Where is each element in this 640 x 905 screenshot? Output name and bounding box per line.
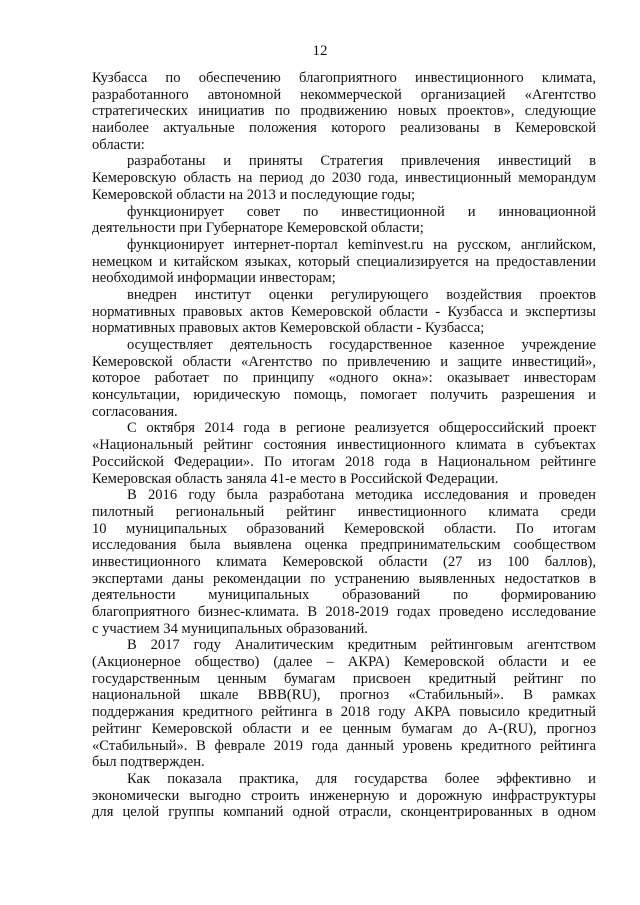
- text-line: деятельности при Губернаторе Кемеровской области;: [92, 220, 424, 237]
- text-line: консультации, юридическую помощь, помогает получить разрешения и: [92, 387, 596, 404]
- text-line: Российской Федерации». По итогам 2018 года в Национальном рейтинге: [92, 453, 596, 470]
- text-line: государственным ценным бумагам присвоен кредитный рейтинг по: [92, 670, 596, 687]
- text-line: Кузбасса по обеспечению благоприятного инвестиционного климата,: [92, 70, 596, 86]
- text-line: с участием 34 муниципальных образований.: [92, 620, 368, 637]
- text-line: функционирует совет по инвестиционной и инновационной: [127, 203, 596, 220]
- text-line: инвестиционного климата Кемеровской области (27 из 100 баллов),: [92, 553, 596, 570]
- text-line: поддержания кредитного рейтинга в 2018 году АКРА повысило кредитный: [92, 704, 596, 721]
- text-line: функционирует интернет-портал keminvest.ru на русском, английском,: [127, 236, 596, 253]
- page-number: 12: [312, 43, 328, 59]
- text-line: Кемеровской области «Агентство по привлечению и защите инвестиций»,: [92, 353, 596, 370]
- text-line: необходимой информации инвесторам;: [92, 270, 336, 287]
- text-line: пилотный региональный рейтинг инвестиционного климата среди: [92, 503, 596, 520]
- text-line: 10 муниципальных образований Кемеровской области. По итогам: [92, 520, 596, 537]
- text-line: рейтинг Кемеровской области и ее ценным бумагам до A-(RU), прогноз: [92, 720, 596, 737]
- text-line: исследования была выявлена оценка предпринимательским сообществом: [92, 537, 596, 554]
- text-line: Кемеровскую область на период до 2030 года, инвестиционный меморандум: [92, 170, 596, 187]
- text-line: (Акционерное общество) (далее – АКРА) Кемеровской области и ее: [92, 654, 596, 671]
- text-line: В 2017 году Аналитическим кредитным рейтинговым агентством: [127, 637, 596, 654]
- text-line: немецком и китайском языках, который специализируется на предоставлении: [92, 253, 596, 270]
- text-line: деятельности муниципальных образований по формированию: [92, 587, 596, 604]
- text-line: Кемеровской области на 2013 и последующие годы;: [92, 186, 416, 203]
- text-line: осуществляет деятельность государственное казенное учреждение: [127, 337, 596, 353]
- text-line: разработаны и приняты Стратегия привлечения инвестиций в: [127, 153, 596, 170]
- text-line: благоприятного бизнес-климата. В 2018-2019 годах проведено исследование: [92, 604, 596, 620]
- text-line: согласования.: [92, 403, 178, 420]
- text-line: экономически выгодно строить инженерную и дорожную инфраструктуры: [92, 787, 596, 804]
- text-line: Кемеровская область заняла 41-е место в Российской Федерации.: [92, 470, 499, 487]
- text-line: разработанного автономной некоммерческой организацией «Агентство: [92, 86, 596, 103]
- text-line: нормативных правовых актов Кемеровской области - Кузбасса;: [92, 320, 485, 337]
- text-line: В 2016 году была разработана методика исследования и проведен: [127, 487, 596, 504]
- text-line: национальной шкале BBB(RU), прогноз «Стабильный». В рамках: [92, 687, 596, 704]
- text-line: С октября 2014 года в регионе реализуется общероссийский проект: [127, 420, 596, 437]
- text-line: «Национальный рейтинг состояния инвестиционного климата в субъектах: [92, 437, 596, 454]
- text-line: экспертами даны рекомендации по устранению выявленных недостатков в: [92, 570, 596, 587]
- text-line: Как показала практика, для государства более эффективно и: [127, 770, 596, 787]
- text-line: наиболее актуальные положения которого реализованы в Кемеровской: [92, 120, 596, 137]
- text-line: «Стабильный». В феврале 2019 года данный уровень кредитного рейтинга: [92, 737, 596, 754]
- text-line: нормативных правовых актов Кемеровской области - Кузбасса и экспертизы: [92, 303, 596, 320]
- text-line: для целой группы компаний одной отрасли, сконцентрированных в одном: [92, 804, 596, 821]
- body-text: [92, 70, 596, 821]
- text-line: был подтвержден.: [92, 754, 205, 771]
- text-line: которое работает по принципу «одного окна»: оказывает инвесторам: [92, 370, 596, 387]
- text-line: стратегических инициатив по продвижению новых проектов», следующие: [92, 103, 596, 120]
- text-line: области:: [92, 136, 145, 153]
- text-line: внедрен институт оценки регулирующего воздействия проектов: [127, 286, 596, 303]
